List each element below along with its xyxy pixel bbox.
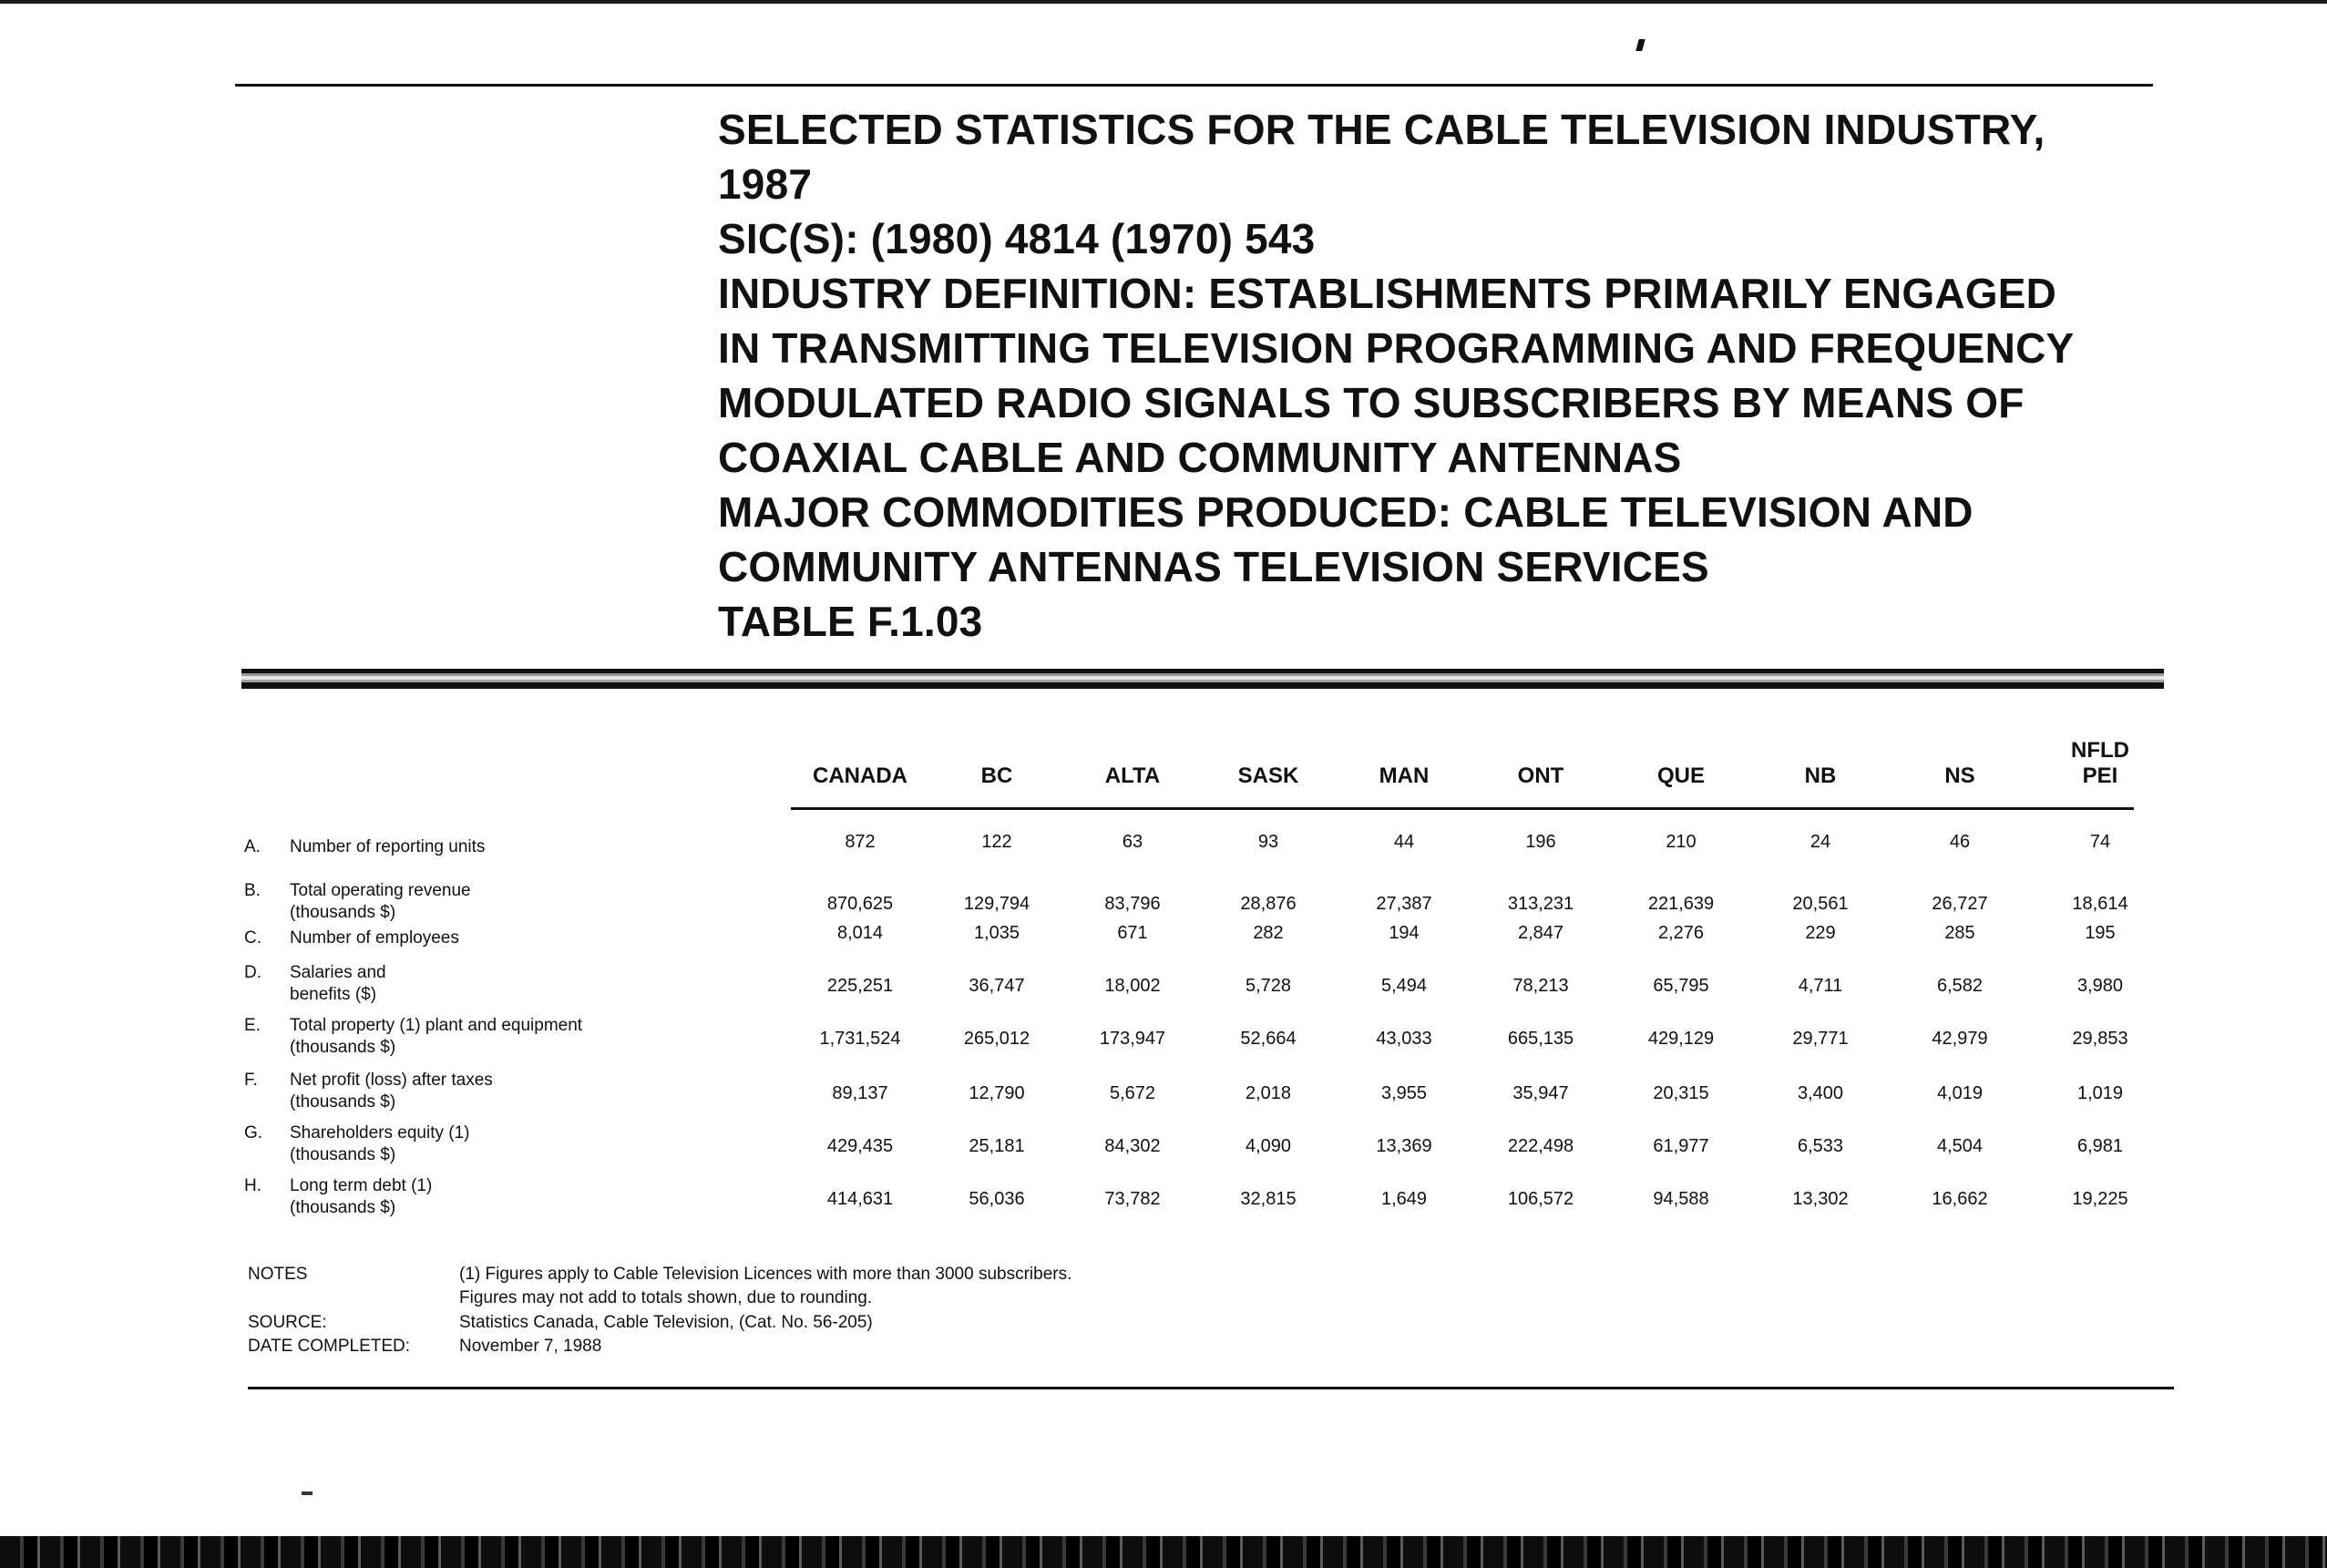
table-cell: 43,033 <box>1376 1029 1432 1049</box>
table-cell: 94,588 <box>1653 1189 1709 1209</box>
scan-edge-bottom <box>0 1536 2327 1568</box>
table-cell: 1,019 <box>2076 1083 2124 1103</box>
table-cell: 106,572 <box>1507 1189 1574 1209</box>
table-cell: 429,129 <box>1647 1029 1715 1049</box>
table-cell: 19,225 <box>2072 1189 2128 1209</box>
header-rule <box>791 807 2134 810</box>
table-cell: 265,012 <box>963 1029 1030 1049</box>
table-cell: 429,435 <box>826 1136 894 1156</box>
table-cell: 78,213 <box>1512 976 1569 996</box>
row-label: Total operating revenue (thousands $) <box>290 881 471 922</box>
table-cell: 13,369 <box>1376 1136 1432 1156</box>
table-cell: 2,276 <box>1657 923 1705 943</box>
table-cell: 225,251 <box>826 976 894 996</box>
scan-edge-top <box>0 0 2327 4</box>
table-cell: 221,639 <box>1647 894 1715 914</box>
row-letter: B. <box>244 881 261 900</box>
table-cell: 872 <box>845 832 876 852</box>
row-letter: H. <box>244 1176 261 1195</box>
table-cell: 196 <box>1525 832 1556 852</box>
table-cell: 35,947 <box>1512 1083 1569 1103</box>
table-cell: 16,662 <box>1932 1189 1988 1209</box>
table-cell: 4,504 <box>1936 1136 1984 1156</box>
document-header <box>718 102 2167 649</box>
table-cell: 194 <box>1389 923 1420 943</box>
table-cell: 20,315 <box>1653 1083 1709 1103</box>
table-cell: 313,231 <box>1507 894 1574 914</box>
scan-speck <box>302 1491 313 1495</box>
column-header: MAN <box>1379 764 1430 788</box>
row-letter: E. <box>244 1016 261 1035</box>
table-cell: 414,631 <box>826 1189 894 1209</box>
row-label: Number of reporting units <box>290 837 486 856</box>
date-completed-label: DATE COMPLETED: <box>248 1337 411 1356</box>
table-cell: 12,790 <box>969 1083 1025 1103</box>
column-header: NFLD PEI <box>2071 738 2129 788</box>
industry-definition-line: IN TRANSMITTING TELEVISION PROGRAMMING AND FREQUENCY <box>718 324 2075 372</box>
date-completed-value: November 7, 1988 <box>459 1337 602 1356</box>
table-cell: 32,815 <box>1240 1189 1297 1209</box>
row-label: Long term debt (1) (thousands $) <box>290 1176 433 1217</box>
table-cell: 61,977 <box>1653 1136 1709 1156</box>
table-cell: 83,796 <box>1104 894 1161 914</box>
table-cell: 5,672 <box>1109 1083 1156 1103</box>
table-cell: 73,782 <box>1104 1189 1161 1209</box>
table-cell: 18,614 <box>2072 894 2128 914</box>
column-header: QUE <box>1656 764 1705 788</box>
table-top-band <box>241 669 2164 689</box>
industry-definition-line: MODULATED RADIO SIGNALS TO SUBSCRIBERS BY MEANS OF <box>718 379 2025 426</box>
table-cell: 36,747 <box>969 976 1025 996</box>
table-cell: 229 <box>1805 923 1836 943</box>
row-label: Number of employees <box>290 928 459 948</box>
column-header: CANADA <box>813 764 907 788</box>
table-cell: 129,794 <box>963 894 1030 914</box>
table-cell: 1,731,524 <box>819 1029 901 1049</box>
row-label: Salaries and benefits ($) <box>290 963 386 1004</box>
table-cell: 173,947 <box>1099 1029 1166 1049</box>
table-cell: 74 <box>2089 832 2111 852</box>
row-letter: G. <box>244 1123 263 1143</box>
row-label: Shareholders equity (1) (thousands $) <box>290 1123 470 1164</box>
table-cell: 2,847 <box>1517 923 1564 943</box>
column-header: ONT <box>1517 764 1564 788</box>
row-label: Net profit (loss) after taxes (thousands $) <box>290 1071 493 1112</box>
major-commodities-line: COMMUNITY ANTENNAS TELEVISION SERVICES <box>718 543 1709 590</box>
table-cell: 195 <box>2085 923 2116 943</box>
table-cell: 56,036 <box>969 1189 1025 1209</box>
title-year: 1987 <box>718 160 813 208</box>
row-label: Total property (1) plant and equipment (thousands $) <box>290 1016 583 1057</box>
table-cell: 122 <box>981 832 1012 852</box>
note-1: (1) Figures apply to Cable Television Licences with more than 3000 subscribers. <box>459 1265 1072 1284</box>
column-header: BC <box>980 764 1013 788</box>
bottom-rule <box>248 1387 2174 1389</box>
row-letter: F. <box>244 1071 258 1090</box>
table-cell: 3,980 <box>2076 976 2124 996</box>
table-cell: 42,979 <box>1932 1029 1988 1049</box>
table-cell: 665,135 <box>1507 1029 1574 1049</box>
sic-codes: SIC(S): (1980) 4814 (1970) 543 <box>718 215 1316 262</box>
table-cell: 6,582 <box>1936 976 1984 996</box>
note-2: Figures may not add to totals shown, due to rounding. <box>459 1288 873 1307</box>
source-value: Statistics Canada, Cable Television, (Cat. No. 56-205) <box>459 1313 873 1332</box>
row-letter: D. <box>244 963 261 982</box>
column-header: ALTA <box>1104 764 1161 788</box>
table-cell: 13,302 <box>1792 1189 1849 1209</box>
table-cell: 210 <box>1666 832 1697 852</box>
table-cell: 89,137 <box>832 1083 888 1103</box>
table-cell: 20,561 <box>1792 894 1849 914</box>
row-letter: A. <box>244 837 261 856</box>
table-cell: 3,955 <box>1380 1083 1428 1103</box>
table-cell: 8,014 <box>836 923 884 943</box>
table-cell: 25,181 <box>969 1136 1025 1156</box>
table-cell: 65,795 <box>1653 976 1709 996</box>
table-cell: 2,018 <box>1245 1083 1292 1103</box>
table-cell: 29,771 <box>1792 1029 1849 1049</box>
table-cell: 27,387 <box>1376 894 1432 914</box>
table-cell: 18,002 <box>1104 976 1161 996</box>
row-letter: C. <box>244 928 261 948</box>
industry-definition-line: INDUSTRY DEFINITION: ESTABLISHMENTS PRIMARILY ENGAGED <box>718 270 2057 317</box>
table-cell: 26,727 <box>1932 894 1988 914</box>
column-header: NS <box>1944 764 1975 788</box>
table-cell: 4,019 <box>1936 1083 1984 1103</box>
scan-speck <box>1635 39 1645 51</box>
table-cell: 6,533 <box>1797 1136 1844 1156</box>
table-cell: 285 <box>1944 923 1975 943</box>
table-cell: 63 <box>1122 832 1143 852</box>
table-cell: 5,494 <box>1380 976 1428 996</box>
table-cell: 46 <box>1949 832 1971 852</box>
column-header: NB <box>1804 764 1837 788</box>
table-cell: 4,711 <box>1798 976 1843 996</box>
source-label: SOURCE: <box>248 1313 327 1332</box>
table-cell: 282 <box>1253 923 1284 943</box>
notes-label: NOTES <box>248 1265 308 1284</box>
table-cell: 84,302 <box>1104 1136 1161 1156</box>
table-cell: 4,090 <box>1245 1136 1292 1156</box>
top-rule <box>235 84 2153 87</box>
table-cell: 29,853 <box>2072 1029 2128 1049</box>
table-cell: 52,664 <box>1240 1029 1297 1049</box>
column-headers <box>791 738 2134 811</box>
table-cell: 6,981 <box>2076 1136 2124 1156</box>
table-cell: 24 <box>1809 832 1831 852</box>
title-line: SELECTED STATISTICS FOR THE CABLE TELEVISION INDUSTRY, <box>718 106 2045 153</box>
table-cell: 44 <box>1393 832 1415 852</box>
table-cell: 1,035 <box>973 923 1020 943</box>
table-cell: 5,728 <box>1245 976 1292 996</box>
table-cell: 671 <box>1117 923 1148 943</box>
table-cell: 222,498 <box>1507 1136 1574 1156</box>
table-number: TABLE F.1.03 <box>718 598 983 645</box>
column-header: SASK <box>1237 764 1299 788</box>
table-cell: 870,625 <box>826 894 894 914</box>
industry-definition-line: COAXIAL CABLE AND COMMUNITY ANTENNAS <box>718 434 1682 481</box>
table-cell: 28,876 <box>1240 894 1297 914</box>
table-cell: 93 <box>1257 832 1279 852</box>
major-commodities-line: MAJOR COMMODITIES PRODUCED: CABLE TELEVISION AND <box>718 488 1973 536</box>
table-cell: 3,400 <box>1797 1083 1844 1103</box>
table-cell: 1,649 <box>1380 1189 1428 1209</box>
